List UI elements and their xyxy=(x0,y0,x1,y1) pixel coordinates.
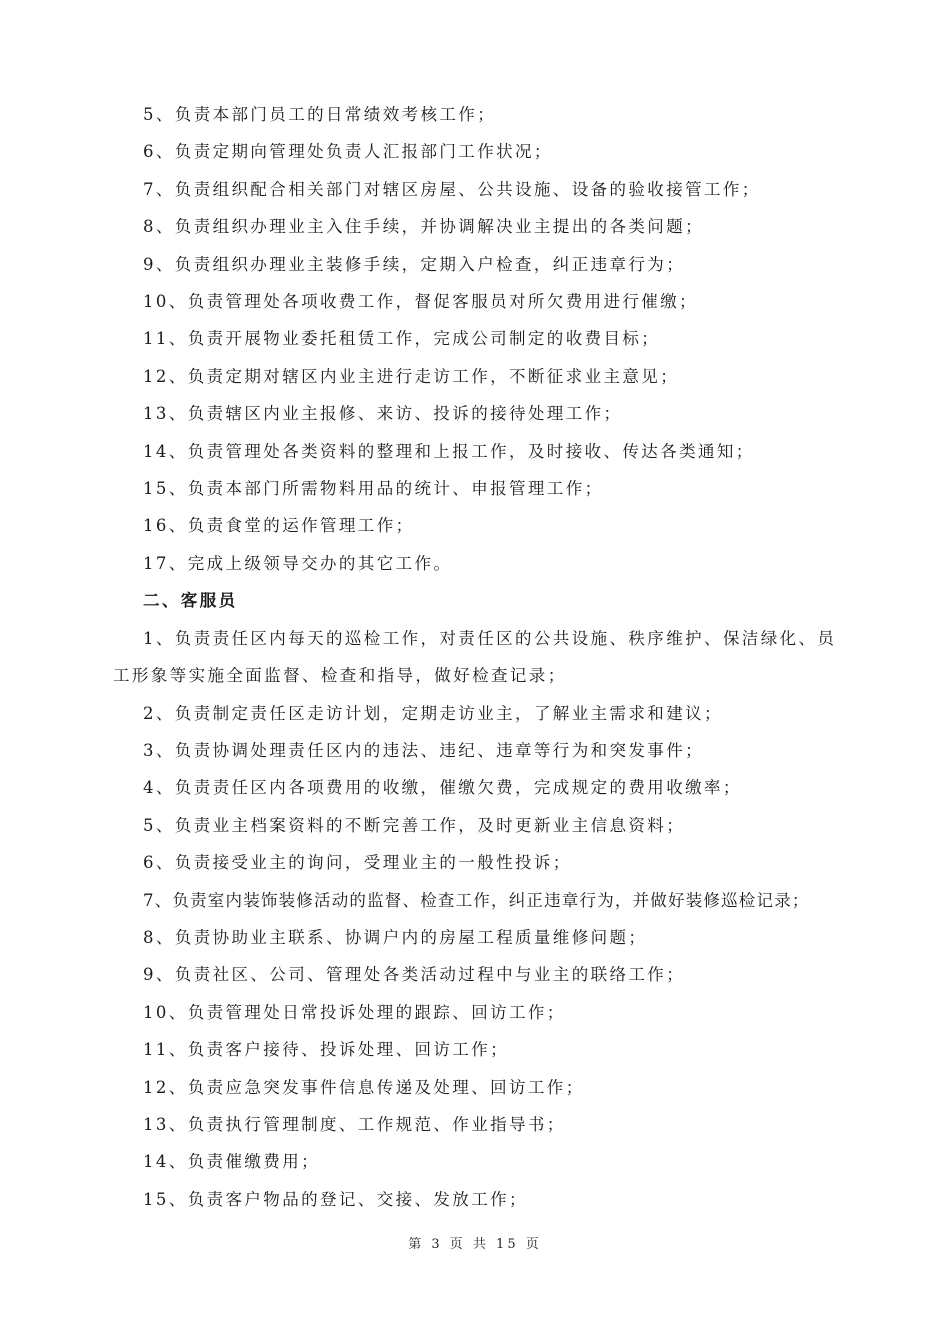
list-item: 8、负责协助业主联系、协调户内的房屋工程质量维修问题； xyxy=(143,927,648,947)
list-item: 12、负责定期对辖区内业主进行走访工作，不断征求业主意见； xyxy=(143,366,680,386)
list-item: 14、负责催缴费用； xyxy=(143,1152,320,1172)
list-item: 15、负责本部门所需物料用品的统计、申报管理工作； xyxy=(143,479,604,499)
list-item: 8、负责组织办理业主入住手续，并协调解决业主提出的各类问题； xyxy=(143,217,704,237)
list-item: 10、负责管理处日常投诉处理的跟踪、回访工作； xyxy=(143,1002,566,1022)
list-item: 3、负责协调处理责任区内的违法、违纪、违章等行为和突发事件； xyxy=(143,740,704,760)
list-item: 7、负责室内装饰装修活动的监督、检查工作，纠正违章行为，并做好装修巡检记录； xyxy=(143,890,810,910)
list-item: 14、负责管理处各类资料的整理和上报工作，及时接收、传达各类通知； xyxy=(143,441,755,461)
list-item: 5、负责本部门员工的日常绩效考核工作； xyxy=(143,105,497,124)
list-item: 2、负责制定责任区走访计划，定期走访业主，了解业主需求和建议； xyxy=(143,703,723,723)
list-item: 5、负责业主档案资料的不断完善工作，及时更新业主信息资料； xyxy=(143,815,686,835)
list-item: 7、负责组织配合相关部门对辖区房屋、公共设施、设备的验收接管工作； xyxy=(143,179,761,199)
list-item: 11、负责客户接待、投诉处理、回访工作； xyxy=(143,1040,509,1060)
list-item: 11、负责开展物业委托租赁工作，完成公司制定的收费目标； xyxy=(143,329,661,349)
page-content xyxy=(113,96,843,1218)
list-item: 15、负责客户物品的登记、交接、发放工作； xyxy=(143,1189,528,1209)
section1-list xyxy=(113,96,843,582)
list-item: 10、负责管理处各项收费工作，督促客服员对所欠费用进行催缴； xyxy=(143,292,698,312)
list-item: 6、负责定期向管理处负责人汇报部门工作状况； xyxy=(143,142,553,162)
page-number-footer: 第 3 页 共 15 页 xyxy=(408,1237,542,1252)
list-item: 9、负责组织办理业主装修手续，定期入户检查，纠正违章行为； xyxy=(143,254,686,274)
list-item: 4、负责责任区内各项费用的收缴，催缴欠费，完成规定的费用收缴率； xyxy=(143,778,742,798)
list-item: 6、负责接受业主的询问，受理业主的一般性投诉； xyxy=(143,853,572,873)
list-item: 17、完成上级领导交办的其它工作。 xyxy=(143,553,453,573)
list-item: 13、负责执行管理制度、工作规范、作业指导书； xyxy=(143,1114,566,1134)
list-item: 13、负责辖区内业主报修、来访、投诉的接待处理工作； xyxy=(143,404,623,424)
list-item: 16、负责食堂的运作管理工作； xyxy=(143,516,415,536)
section2-list xyxy=(113,620,843,1219)
list-item: 1、负责责任区内每天的巡检工作，对责任区的公共设施、秩序维护、保洁绿化、员工形象等实施全面监督、检查和指导，做好检查记录； xyxy=(113,628,837,686)
list-item: 12、负责应急突发事件信息传递及处理、回访工作； xyxy=(143,1077,585,1097)
list-item: 9、负责社区、公司、管理处各类活动过程中与业主的联络工作； xyxy=(143,965,686,985)
section-heading: 二、客服员 xyxy=(143,591,238,611)
